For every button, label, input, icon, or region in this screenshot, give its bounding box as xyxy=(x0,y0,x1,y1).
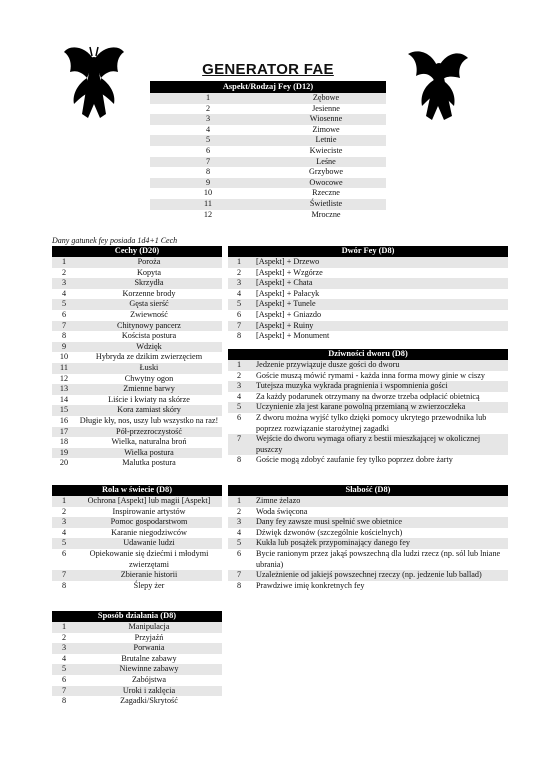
roll-number: 5 xyxy=(150,135,266,146)
roll-number: 7 xyxy=(52,570,76,581)
roll-number: 1 xyxy=(228,257,250,268)
roll-result: Ochrona [Aspekt] lub magii [Aspekt] xyxy=(76,496,222,507)
roll-number: 1 xyxy=(52,622,76,633)
roll-result: Letnie xyxy=(266,135,386,146)
roll-result: Ślepy żer xyxy=(133,580,165,590)
table-row xyxy=(52,458,222,469)
traits-table-body xyxy=(52,257,222,469)
roll-result: Kwieciste xyxy=(309,145,343,155)
roll-number: 8 xyxy=(236,331,242,341)
fairy-silhouette-right xyxy=(402,48,472,122)
roll-result: Mroczne xyxy=(311,209,341,219)
roll-result: Chitynowy pancerz xyxy=(76,321,222,332)
roll-result: Goście muszą mówić rymami - każda inna forma mowy ginie w ciszy xyxy=(256,370,485,380)
table-row xyxy=(228,413,508,434)
roll-result: Uroki i zaklęcia xyxy=(76,686,222,697)
roll-result: Uzależnienie od jakiejś powszechnej rzeczy (np. jedzenie lub ballad) xyxy=(250,570,508,581)
table-row xyxy=(52,528,222,539)
table-row xyxy=(52,299,222,310)
roll-result: Łuski xyxy=(76,363,222,374)
table-row xyxy=(228,496,508,507)
table-row xyxy=(228,321,508,332)
roll-result: Z dworu można wyjść tylko dzięki pomocy ukrytego przewodnika lub poprzez rozwiązanie starożytnej zagadki xyxy=(256,412,487,433)
table-row xyxy=(52,696,222,707)
table-row xyxy=(228,289,508,300)
roll-number: 8 xyxy=(61,580,67,590)
roll-number: 3 xyxy=(150,114,266,125)
traits-table-header: Cechy (D20) xyxy=(52,246,222,257)
modus-table xyxy=(52,611,222,707)
roll-number: 7 xyxy=(52,686,76,697)
table-row xyxy=(52,395,222,406)
roll-result: Zabójstwa xyxy=(131,674,167,684)
table-row xyxy=(52,268,222,279)
roll-result: Poroża xyxy=(76,257,222,268)
table-row xyxy=(150,188,386,199)
roll-number: 4 xyxy=(236,527,242,537)
roll-result: Kukła lub posążek przypominający danego fey xyxy=(250,538,508,549)
table-row xyxy=(228,581,508,592)
table-row xyxy=(52,517,222,528)
roll-number: 4 xyxy=(205,124,211,134)
table-row xyxy=(52,675,222,686)
roll-number: 6 xyxy=(61,674,67,684)
roll-number: 8 xyxy=(236,455,242,465)
table-row xyxy=(228,455,508,466)
roll-result: Leśne xyxy=(266,157,386,168)
table-row xyxy=(52,549,222,570)
weakness-table-header: Słabość (D8) xyxy=(228,485,508,496)
roll-number: 20 xyxy=(59,458,69,468)
role-table-body xyxy=(52,496,222,591)
traits-note: Dany gatunek fey posiada 1d4+1 Cech xyxy=(52,236,178,245)
roll-result: Brutalne zabawy xyxy=(121,653,177,663)
table-row xyxy=(52,384,222,395)
roll-result: Malutka postura xyxy=(122,458,176,468)
roll-result: Liście i kwiaty na skórze xyxy=(108,394,190,404)
table-row xyxy=(52,289,222,300)
table-row xyxy=(150,125,386,136)
table-row xyxy=(52,257,222,268)
table-row xyxy=(52,643,222,654)
roll-number: 6 xyxy=(61,309,67,319)
table-row xyxy=(228,402,508,413)
roll-number: 3 xyxy=(228,517,250,528)
table-row xyxy=(228,507,508,518)
roll-result: Zbieranie historii xyxy=(76,570,222,581)
roll-result: Prawdziwe imię konkretnych fey xyxy=(256,580,365,590)
roll-result: [Aspekt] + Pałacyk xyxy=(256,288,320,298)
court-table-header: Dwór Fey (D8) xyxy=(228,246,508,257)
roll-result: Skrzydła xyxy=(76,278,222,289)
roll-result: Wielka, naturalna broń xyxy=(111,437,187,447)
roll-result: Porwania xyxy=(76,643,222,654)
table-row xyxy=(228,549,508,570)
roll-number: 1 xyxy=(52,496,76,507)
roll-number: 5 xyxy=(52,538,76,549)
roll-result: Goście mogą zdobyć zaufanie fey tylko poprzez dobre żarty xyxy=(256,455,453,465)
roll-number: 12 xyxy=(59,373,69,383)
table-row xyxy=(52,622,222,633)
aspect-table-body xyxy=(150,93,386,220)
role-table xyxy=(52,485,222,591)
table-row xyxy=(228,257,508,268)
roll-result: Wejście do dworu wymaga ofiary z bestii mieszkającej w okolicznej puszczy xyxy=(250,434,508,455)
roll-number: 2 xyxy=(61,632,67,642)
roll-number: 3 xyxy=(52,517,76,528)
roll-result: Hybryda ze dzikim zwierzęciem xyxy=(95,352,203,362)
roll-number: 8 xyxy=(61,331,67,341)
roll-number: 10 xyxy=(203,188,213,198)
roll-result: Pomoc gospodarstwom xyxy=(76,517,222,528)
roll-number: 1 xyxy=(228,360,250,371)
roll-result: Zagadki/Skrytość xyxy=(120,696,178,706)
roll-number: 4 xyxy=(236,288,242,298)
roll-result: Zwiewność xyxy=(130,309,168,319)
roll-result: Karanie niegodziwców xyxy=(111,527,187,537)
roll-result: Owocowe xyxy=(266,178,386,189)
page-title: GENERATOR FAE xyxy=(202,61,334,78)
table-row xyxy=(52,374,222,385)
table-row xyxy=(228,392,508,403)
table-row xyxy=(52,352,222,363)
roll-number: 4 xyxy=(61,288,67,298)
weakness-table-body xyxy=(228,496,508,591)
table-row xyxy=(228,360,508,371)
roll-number: 10 xyxy=(59,352,69,362)
table-row xyxy=(150,135,386,146)
roll-result: [Aspekt] + Drzewo xyxy=(250,257,508,268)
table-row xyxy=(52,405,222,416)
roll-number: 5 xyxy=(228,402,250,413)
roll-result: Zębowe xyxy=(266,93,386,104)
roll-number: 18 xyxy=(59,437,69,447)
table-row xyxy=(228,570,508,581)
roll-number: 1 xyxy=(228,496,250,507)
roll-number: 3 xyxy=(228,278,250,289)
roll-result: Tutejsza muzyka wykrada pragnienia i wspomnienia gości xyxy=(250,381,508,392)
roll-number: 5 xyxy=(228,538,250,549)
roll-result: Wiosenne xyxy=(266,114,386,125)
roll-result: Manipulacja xyxy=(76,622,222,633)
roll-result: Kora zamiast skóry xyxy=(76,405,222,416)
roll-result: Koścista postura xyxy=(121,331,177,341)
table-row xyxy=(52,278,222,289)
table-row xyxy=(52,363,222,374)
roll-number: 2 xyxy=(236,506,242,516)
roll-number: 13 xyxy=(52,384,76,395)
roll-number: 7 xyxy=(52,321,76,332)
roll-number: 8 xyxy=(236,580,242,590)
roll-number: 16 xyxy=(59,415,69,425)
table-row xyxy=(150,93,386,104)
roll-number: 11 xyxy=(52,363,76,374)
fairy-silhouette-left xyxy=(60,44,128,120)
traits-table xyxy=(52,246,222,469)
table-row xyxy=(52,331,222,342)
roll-number: 8 xyxy=(61,696,67,706)
roll-result: Wielka postura xyxy=(76,448,222,459)
roll-result: Dźwięk dzwonów (szczególnie kościelnych) xyxy=(256,527,403,537)
table-row xyxy=(228,434,508,455)
table-row xyxy=(150,199,386,210)
roll-number: 6 xyxy=(61,548,67,558)
roll-number: 3 xyxy=(52,278,76,289)
table-row xyxy=(228,278,508,289)
table-row xyxy=(52,507,222,518)
roll-result: Chwytny ogon xyxy=(124,373,174,383)
roll-result: [Aspekt] + Chata xyxy=(250,278,508,289)
table-row xyxy=(228,331,508,342)
roll-result: Długie kły, nos, uszy lub wszystko na raz! xyxy=(79,415,219,425)
roll-number: 6 xyxy=(236,548,242,558)
roll-number: 6 xyxy=(205,145,211,155)
table-row xyxy=(52,570,222,581)
court-oddities-table-header: Dziwności dworu (D8) xyxy=(228,349,508,360)
court-oddities-table-body xyxy=(228,360,508,466)
roll-number: 19 xyxy=(52,448,76,459)
roll-result: Grzybowe xyxy=(308,167,344,177)
roll-number: 2 xyxy=(61,267,67,277)
table-row xyxy=(52,437,222,448)
roll-number: 12 xyxy=(203,209,213,219)
table-row xyxy=(228,538,508,549)
roll-number: 7 xyxy=(228,570,250,581)
roll-result: Przyjaźń xyxy=(134,632,164,642)
court-table-body xyxy=(228,257,508,342)
roll-number: 7 xyxy=(228,321,250,332)
modus-table-header: Sposób działania (D8) xyxy=(52,611,222,622)
table-row xyxy=(52,664,222,675)
roll-result: Kopyta xyxy=(136,267,162,277)
roll-number: 6 xyxy=(236,412,242,422)
roll-result: Inspirowanie artystów xyxy=(112,506,186,516)
roll-number: 4 xyxy=(61,653,67,663)
roll-result: Opiekowanie się dziećmi i młodymi zwierzętami xyxy=(89,548,209,569)
table-row xyxy=(52,654,222,665)
table-row xyxy=(52,686,222,697)
roll-number: 6 xyxy=(236,309,242,319)
roll-number: 1 xyxy=(150,93,266,104)
roll-number: 3 xyxy=(228,381,250,392)
roll-number: 2 xyxy=(205,103,211,113)
table-row xyxy=(150,114,386,125)
roll-number: 17 xyxy=(52,427,76,438)
roll-result: Gęsta sierść xyxy=(76,299,222,310)
table-row xyxy=(52,496,222,507)
roll-number: 9 xyxy=(52,342,76,353)
roll-result: Dany fey zawsze musi spełnić swe obietnice xyxy=(250,517,508,528)
table-row xyxy=(228,268,508,279)
table-row xyxy=(150,167,386,178)
roll-result: Pół-przezroczystość xyxy=(76,427,222,438)
table-row xyxy=(52,310,222,321)
roll-number: 4 xyxy=(61,527,67,537)
roll-result: [Aspekt] + Wzgórze xyxy=(256,267,323,277)
table-row xyxy=(150,146,386,157)
roll-result: Bycie ranionym przez jakąś powszechną dla ludzi rzecz (np. sól lub lniane ubrania) xyxy=(256,548,501,569)
table-row xyxy=(228,310,508,321)
table-row xyxy=(52,581,222,592)
table-row xyxy=(228,517,508,528)
aspect-table-header: Aspekt/Rodzaj Fey (D12) xyxy=(150,81,386,93)
table-row xyxy=(228,299,508,310)
table-row xyxy=(52,342,222,353)
aspect-table xyxy=(150,81,386,220)
roll-number: 5 xyxy=(52,664,76,675)
roll-result: Zmienne barwy xyxy=(76,384,222,395)
roll-number: 2 xyxy=(236,267,242,277)
roll-number: 4 xyxy=(236,391,242,401)
role-table-header: Rola w świecie (D8) xyxy=(52,485,222,496)
roll-result: Jesienne xyxy=(312,103,340,113)
roll-result: Jedzenie przywiązuje dusze gości do dworu xyxy=(250,360,508,371)
table-row xyxy=(52,416,222,427)
roll-number: 8 xyxy=(205,167,211,177)
roll-number: 14 xyxy=(59,394,69,404)
roll-result: Za każdy podarunek otrzymany na dworze trzeba odpłacić obietnicą xyxy=(256,391,480,401)
roll-result: Świetliste xyxy=(266,199,386,210)
roll-number: 15 xyxy=(52,405,76,416)
table-row xyxy=(150,157,386,168)
court-table xyxy=(228,246,508,342)
roll-result: Korzenne brody xyxy=(122,288,176,298)
table-row xyxy=(52,448,222,459)
roll-result: Wdzięk xyxy=(76,342,222,353)
table-row xyxy=(150,178,386,189)
roll-result: Zimne żelazo xyxy=(250,496,508,507)
roll-result: [Aspekt] + Gniazdo xyxy=(256,309,322,319)
table-row xyxy=(150,210,386,221)
court-oddities-table xyxy=(228,349,508,466)
roll-number: 5 xyxy=(228,299,250,310)
roll-result: Rzeczne xyxy=(312,188,340,198)
roll-result: [Aspekt] + Tunele xyxy=(250,299,508,310)
table-row xyxy=(52,427,222,438)
table-row xyxy=(228,528,508,539)
roll-result: Niewinne zabawy xyxy=(76,664,222,675)
weakness-table xyxy=(228,485,508,591)
roll-result: Udawanie ludzi xyxy=(76,538,222,549)
table-row xyxy=(150,104,386,115)
modus-table-body xyxy=(52,622,222,707)
roll-result: [Aspekt] + Monument xyxy=(256,331,330,341)
roll-result: Zimowe xyxy=(312,124,340,134)
roll-number: 5 xyxy=(52,299,76,310)
table-row xyxy=(52,633,222,644)
roll-number: 3 xyxy=(52,643,76,654)
table-row xyxy=(52,321,222,332)
table-row xyxy=(52,538,222,549)
roll-number: 11 xyxy=(150,199,266,210)
roll-number: 9 xyxy=(150,178,266,189)
roll-result: Woda święcona xyxy=(256,506,308,516)
table-row xyxy=(228,381,508,392)
roll-result: [Aspekt] + Ruiny xyxy=(250,321,508,332)
roll-number: 7 xyxy=(150,157,266,168)
roll-number: 1 xyxy=(52,257,76,268)
roll-result: Uczynienie zła jest karane powolną przemianą w zwierzoczłeka xyxy=(250,402,508,413)
roll-number: 2 xyxy=(236,370,242,380)
roll-number: 2 xyxy=(61,506,67,516)
table-row xyxy=(228,371,508,382)
roll-number: 7 xyxy=(228,434,250,455)
